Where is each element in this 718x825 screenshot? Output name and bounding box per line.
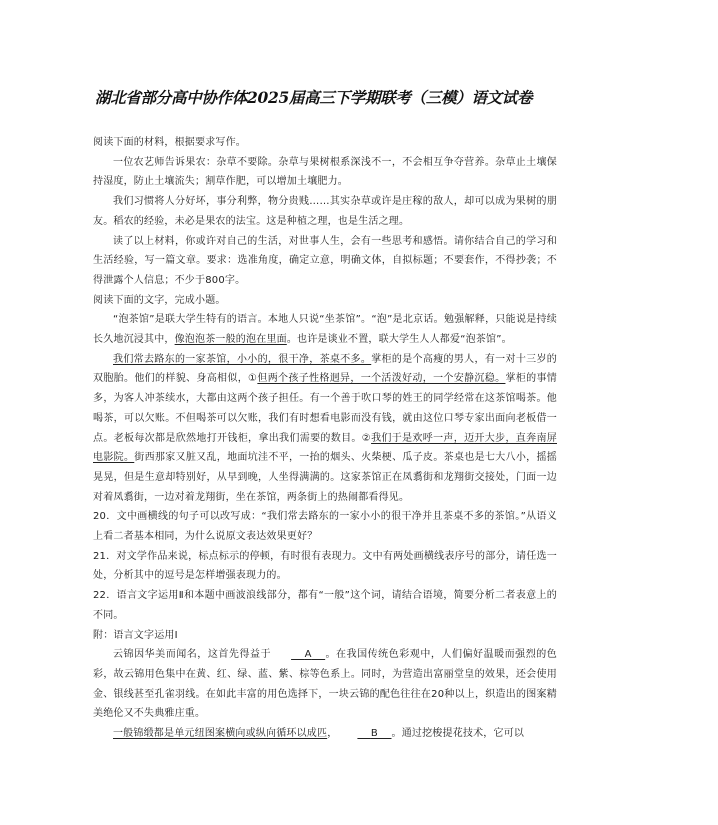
appendix-text: 。通过挖梭提花技术，它可以 bbox=[391, 728, 525, 740]
document-body bbox=[93, 133, 557, 744]
underlined-sentence-2: 我们于是欢呼一声，迈开大步，直奔南屏电影院。 bbox=[93, 432, 557, 464]
underlined-sentence-1: 但两个孩子性格迥异，一个活泼好动，一个安静沉稳。 bbox=[257, 373, 506, 385]
reading-paragraph-1 bbox=[93, 310, 557, 349]
question-22: 22．语言文字运用Ⅱ和本题中画波浪线部分，都有“一般”这个词，请结合语境，简要分析二者表意上的不同。 bbox=[93, 590, 557, 621]
blank-b-label: B bbox=[370, 728, 378, 740]
reading-text: 掌柜的事情多，为客人冲茶续水，大都由这两个孩子担任。有一个善于吹口琴的姓王的同学经常在这茶馆喝茶。他喝茶，可以欠账。不但喝茶可以欠账，我们有时想看电影而没有钱，就由这位口琴专家出面向老板借一点。老板每次都是欣然地打开钱柜，拿出我们需要的数目。② bbox=[93, 373, 557, 444]
essay-paragraph-3: 读了以上材料，你或许对自己的生活，对世事人生，会有一些思考和感悟。请你结合自己的学习和生活经验，写一篇文章。要求：选准角度，确定立意，明确文体，自拟标题；不要套作，不得抄袭；不得泄露个人信息；不少于800字。 bbox=[93, 235, 557, 286]
appendix-label: 附：语言文字运用Ⅰ bbox=[93, 629, 178, 641]
appendix-text: 云锦因华美而闻名，这首先得益于 bbox=[113, 649, 272, 661]
appendix-paragraph-2 bbox=[93, 724, 557, 744]
blank-b bbox=[337, 724, 391, 744]
reading-text: 。也许是谈业不置，联大学生人人都爱“泡茶馆”。 bbox=[286, 334, 512, 346]
underlined-sentence: 我们常去路东的一家茶馆，小小的，很干净，茶桌不多。 bbox=[113, 353, 372, 365]
wavy-underlined-phrase: 像泡泡茶一般的泡在里面 bbox=[174, 334, 287, 346]
reading-text: “泡茶馆”是联大学生特有的语言。本地人只说“坐茶馆”。“泡”是北京话。勉强解释，只能说是持续长久地沉浸其中， bbox=[93, 314, 557, 346]
question-20: 20．文中画横线的句子可以改写成：“我们常去路东的一家小小的很干净并且茶桌不多的茶馆。”从语义上看二者基本相同，为什么说原文表达效果更好？ bbox=[93, 511, 557, 543]
essay-paragraph-2: 我们习惯将人分好坏，事分利弊，物分贵贱……其实杂草或许是庄稼的敌人，却可以成为果树的朋友。稻农的经验，未必是果农的法宝。这是种植之理，也是生活之理。 bbox=[93, 196, 557, 227]
appendix-text: ， bbox=[327, 728, 338, 740]
reading-paragraph-2 bbox=[93, 350, 557, 508]
question-21: 21．对文学作品来说，标点标示的停顿，有时很有表现力。文中有两处画横线表序号的部分，请任选一处，分析其中的逗号是怎样增强表现力的。 bbox=[93, 550, 557, 582]
appendix-paragraph-1 bbox=[93, 645, 557, 724]
reading-text: 掌柜的是个高瘦的男人，有一对十三岁的双胞胎。他们的样貌、身高相似，① bbox=[93, 353, 558, 385]
blank-a-label: A bbox=[304, 649, 312, 661]
essay-instruction: 阅读下面的材料，根据要求写作。 bbox=[93, 137, 246, 148]
blank-a bbox=[271, 645, 325, 665]
reading-text: 街西那家又脏又乱，地面坑洼不平，一抬的烟头、火柴梗、瓜子皮。茶桌也是七大八小，摇摇晃晃，但是生意却特别好，从早到晚，人坐得满满的。这家茶馆正在凤翥街和龙翔街交接处，门面一边对着凤翥街，一边对着龙翔街，坐在茶馆，两条街上的热闹都看得见。 bbox=[93, 452, 557, 503]
wavy-underlined-sentence: 一般锦缎都是单元纽图案横向或纵向循环以成匹 bbox=[113, 728, 328, 740]
essay-paragraph-1: 一位农艺师告诉果农：杂草不要除。杂草与果树根系深浅不一，不会相互争夺营养。杂草止土壤保持湿度，防止土壤流失；割草作肥，可以增加土壤肥力。 bbox=[93, 156, 557, 188]
page-title: 湖北省部分高中协作体2025届高三下学期联考（三模）语文试卷 bbox=[95, 88, 533, 107]
appendix-text: 。在我国传统色彩观中，人们偏好温暖而强烈的色彩，故云锦用色集中在黄、红、绿、蓝、紫、棕等色系上。同时，为营造出富丽堂皇的效果，还会使用金、银线甚至孔雀羽线。在如此丰富的用色选择下，一块云锦的配色往往在20种以上，织造出的图案精美绝伦又不失典雅庄重。 bbox=[93, 649, 557, 720]
reading-instruction: 阅读下面的文字，完成小题。 bbox=[93, 294, 226, 306]
